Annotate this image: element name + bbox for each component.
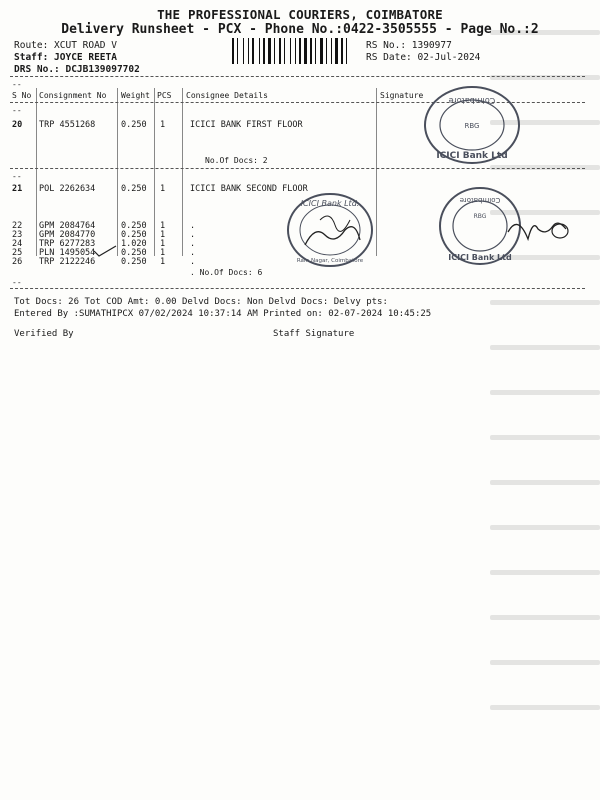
bank-stamp-circle bbox=[285, 190, 375, 270]
row-weight: 0.250 bbox=[121, 184, 147, 194]
checkmark-icon bbox=[92, 244, 118, 258]
barcode-bar bbox=[261, 38, 262, 64]
row-weight: 0.250 bbox=[121, 221, 147, 231]
barcode-bar bbox=[331, 38, 332, 64]
barcode-bar bbox=[255, 38, 258, 64]
barcode bbox=[232, 38, 360, 64]
row-weight: 0.250 bbox=[121, 120, 147, 130]
barcode-bar bbox=[279, 38, 281, 64]
barcode-bar bbox=[276, 38, 278, 64]
barcode-bar bbox=[286, 38, 289, 64]
row-weight: 1.020 bbox=[121, 239, 147, 249]
row-pcs: 1 bbox=[160, 257, 166, 267]
barcode-bar bbox=[302, 38, 303, 64]
barcode-bar bbox=[326, 38, 327, 64]
barcode-bar bbox=[290, 38, 291, 64]
column-header-consignee: Consignee Details bbox=[186, 91, 268, 100]
barcode-bar bbox=[235, 38, 236, 64]
barcode-bar bbox=[248, 38, 249, 64]
barcode-bar bbox=[313, 38, 314, 64]
column-header-signature: Signature bbox=[380, 91, 424, 100]
column-divider bbox=[376, 88, 377, 256]
divider bbox=[10, 76, 585, 77]
divider bbox=[10, 168, 585, 169]
row-consignment: POL 2262634 bbox=[39, 184, 96, 194]
barcode-bar bbox=[263, 38, 265, 64]
column-header-consignment: Consignment No bbox=[39, 91, 107, 100]
row-consignee: . bbox=[190, 221, 196, 231]
drs-number bbox=[14, 64, 140, 75]
barcode-bar bbox=[282, 38, 283, 64]
row-pcs: 1 bbox=[160, 230, 166, 240]
group-doc-count bbox=[190, 268, 262, 277]
row-sno: 23 bbox=[12, 230, 23, 240]
row-consignment: PLN 1495054 bbox=[39, 248, 96, 258]
barcode-bar bbox=[295, 38, 296, 64]
row-consignment: TRP 6277283 bbox=[39, 239, 96, 249]
row-pcs: 1 bbox=[160, 248, 166, 258]
row-pcs: 1 bbox=[160, 120, 166, 130]
drs-value: DCJB139097702 bbox=[65, 64, 140, 75]
row-weight: 0.250 bbox=[121, 230, 147, 240]
barcode-bar bbox=[237, 38, 238, 64]
barcode-bar bbox=[299, 38, 301, 64]
group-dot: . bbox=[190, 268, 195, 277]
column-divider bbox=[154, 88, 155, 256]
barcode-bar bbox=[344, 38, 345, 64]
double-dash-marker: -- bbox=[12, 278, 22, 287]
route-label: Route: XCUT ROAD V bbox=[14, 40, 117, 51]
row-sno: 25 bbox=[12, 248, 23, 258]
barcode-bar bbox=[252, 38, 254, 64]
footer-entered: Entered By :SUMATHIPCX 07/02/2024 10:37:14 AM Printed on: 02-07-2024 10:45:25 bbox=[14, 309, 432, 319]
barcode-bar bbox=[243, 38, 244, 64]
stamp-bank-name-circle: ICICI Bank Ltd. bbox=[300, 199, 360, 208]
footer-totals: Tot Docs: 26 Tot COD Amt: 0.00 Delvd Docs: Non Delvd Docs: Delvy pts: bbox=[14, 297, 388, 307]
double-dash-marker: -- bbox=[12, 106, 22, 115]
barcode-bar bbox=[310, 38, 312, 64]
group-doc-count-text: No.Of Docs: 6 bbox=[199, 268, 263, 277]
column-divider bbox=[117, 88, 118, 256]
row-pcs: 1 bbox=[160, 239, 166, 249]
double-dash-marker: -- bbox=[12, 80, 22, 89]
barcode-bar bbox=[341, 38, 343, 64]
signature-icon bbox=[508, 223, 566, 239]
row-consignee: . bbox=[190, 230, 196, 240]
row-sno: 20 bbox=[12, 120, 23, 130]
barcode-bar bbox=[284, 38, 285, 64]
barcode-bar bbox=[268, 38, 271, 64]
barcode-bar bbox=[333, 38, 334, 64]
barcode-bar bbox=[339, 38, 340, 64]
staff-signature-label: Staff Signature bbox=[273, 329, 355, 339]
row-consignment: TRP 4551268 bbox=[39, 120, 96, 130]
bank-stamp-top bbox=[422, 84, 522, 166]
barcode-bar bbox=[335, 38, 338, 64]
column-header-pcs: PCS bbox=[157, 91, 172, 100]
row-consignment: TRP 2122246 bbox=[39, 257, 96, 267]
row-weight: 0.250 bbox=[121, 248, 147, 258]
row-pcs: 1 bbox=[160, 221, 166, 231]
row-weight: 0.250 bbox=[121, 257, 147, 267]
barcode-bar bbox=[232, 38, 234, 64]
barcode-bar bbox=[348, 38, 350, 64]
barcode-bar bbox=[272, 38, 273, 64]
group-doc-count: No.Of Docs: 2 bbox=[205, 156, 268, 165]
barcode-bar bbox=[317, 38, 319, 64]
row-sno: 21 bbox=[12, 184, 23, 194]
row-sno: 26 bbox=[12, 257, 23, 267]
column-divider bbox=[36, 88, 37, 256]
rs-date: RS Date: 02-Jul-2024 bbox=[366, 52, 481, 63]
barcode-bar bbox=[324, 38, 325, 64]
row-consignee: . bbox=[190, 257, 196, 267]
stamp-branch: Coimbatore bbox=[448, 96, 496, 105]
barcode-bar bbox=[308, 38, 309, 64]
column-divider bbox=[182, 88, 183, 256]
verified-by-label: Verified By bbox=[14, 329, 74, 339]
barcode-bar bbox=[245, 38, 247, 64]
barcode-bar bbox=[239, 38, 242, 64]
stamp-bank-name-2: ICICI Bank Ltd bbox=[448, 253, 512, 262]
stamp-location: Ram Nagar, Coimbatore bbox=[296, 258, 364, 264]
column-header-sno: S No bbox=[12, 91, 32, 100]
row-consignee: ICICI BANK FIRST FLOOR bbox=[190, 120, 303, 130]
row-sno: 24 bbox=[12, 239, 23, 249]
barcode-bar bbox=[304, 38, 307, 64]
stamp-branch-2: Coimbatore bbox=[459, 196, 501, 204]
runsheet-subtitle: Delivery Runsheet - PCX - Phone No.:0422-3505555 - Page No.:2 bbox=[61, 22, 539, 37]
company-title: THE PROFESSIONAL COURIERS, COIMBATORE bbox=[157, 7, 443, 22]
barcode-bar bbox=[259, 38, 260, 64]
double-dash-marker: -- bbox=[12, 172, 22, 181]
barcode-bar bbox=[315, 38, 316, 64]
stamp-code: RBG bbox=[464, 122, 480, 130]
rs-number: RS No.: 1390977 bbox=[366, 40, 452, 51]
row-consignee: . bbox=[190, 239, 196, 249]
barcode-bar bbox=[266, 38, 267, 64]
row-consignment: GPM 2084770 bbox=[39, 230, 96, 240]
column-header-weight: Weight bbox=[121, 91, 150, 100]
barcode-bar bbox=[297, 38, 298, 64]
stamp-code-2: RBG bbox=[473, 213, 487, 220]
barcode-bar bbox=[328, 38, 330, 64]
barcode-bar bbox=[274, 38, 275, 64]
row-consignee: ICICI BANK SECOND FLOOR bbox=[190, 184, 308, 194]
stamp-bank-name: ICICI Bank Ltd bbox=[436, 151, 508, 161]
barcode-bar bbox=[320, 38, 323, 64]
row-consignment: GPM 2084764 bbox=[39, 221, 96, 231]
bank-stamp-right bbox=[438, 184, 578, 268]
row-consignee: . bbox=[190, 248, 196, 258]
barcode-bar bbox=[250, 38, 251, 64]
staff-label: Staff: JOYCE REETA bbox=[14, 52, 117, 63]
row-sno: 22 bbox=[12, 221, 23, 231]
drs-label: DRS No.: bbox=[14, 64, 66, 75]
divider bbox=[10, 288, 585, 289]
barcode-bar bbox=[346, 38, 347, 64]
barcode-bar bbox=[292, 38, 294, 64]
row-pcs: 1 bbox=[160, 184, 166, 194]
